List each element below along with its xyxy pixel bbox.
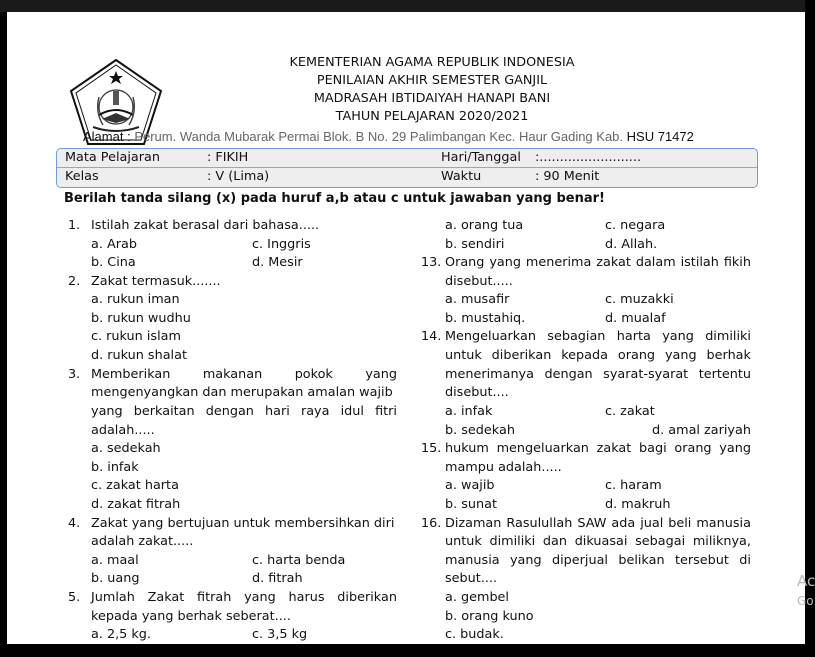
option: c. negara xyxy=(605,218,666,233)
word: yang xyxy=(489,255,521,270)
word: istilah xyxy=(680,255,719,270)
question-text xyxy=(445,254,751,272)
question-number: 14. xyxy=(421,329,442,344)
word: Orang xyxy=(445,255,485,270)
word: yang xyxy=(244,590,276,605)
word: zakat xyxy=(596,441,632,456)
option: b. sedekah xyxy=(445,423,515,438)
word: yang xyxy=(719,441,751,456)
option: b. sendiri xyxy=(445,237,505,252)
word: ada xyxy=(611,516,636,531)
question-text: adalah zakat..... xyxy=(91,534,194,549)
option: a. wajib xyxy=(445,478,495,493)
word: miliknya, xyxy=(692,534,751,549)
word: dengan xyxy=(205,404,254,419)
word: pokok xyxy=(294,367,333,382)
letterhead xyxy=(207,54,657,126)
option: c. zakat harta xyxy=(91,478,179,493)
exam-info-box xyxy=(56,148,758,188)
question-text xyxy=(445,366,751,384)
word: dimiliki xyxy=(705,329,751,344)
question-number: 2. xyxy=(68,274,81,289)
question-text xyxy=(91,403,397,421)
option: c. Inggris xyxy=(252,237,311,252)
option: b. Cina xyxy=(91,255,136,270)
word: SAW xyxy=(577,516,607,531)
activation-watermark-line2: Go xyxy=(797,594,814,608)
date-value: :......................... xyxy=(535,150,642,165)
word: berkaitan xyxy=(133,404,195,419)
question-text: mengenyangkan dan merupakan amalan wajib xyxy=(91,385,393,400)
option: b. uang xyxy=(91,571,140,586)
word: harta xyxy=(616,329,651,344)
question-text: Zakat yang bertujuan untuk membersihkan diri xyxy=(91,516,395,531)
word: bagi xyxy=(639,441,667,456)
word: Memberikan xyxy=(91,367,171,382)
question-text xyxy=(445,515,751,533)
option: d. fitrah xyxy=(252,571,303,586)
question-number: 13. xyxy=(421,255,442,270)
word: untuk xyxy=(445,534,482,549)
option: a. sedekah xyxy=(91,441,161,456)
word: orang xyxy=(617,348,656,363)
word: fitrah xyxy=(197,590,232,605)
school-name: MADRASAH IBTIDAIYAH HANAPI BANI xyxy=(313,91,551,106)
word: yang xyxy=(664,348,697,363)
word: sebagian xyxy=(547,329,606,344)
class-value: : V (Lima) xyxy=(207,169,270,184)
option: a. maal xyxy=(91,553,139,568)
top-border xyxy=(0,0,815,12)
word: kepada xyxy=(561,348,608,363)
option: d. zakat fitrah xyxy=(91,497,181,512)
word: di xyxy=(739,553,751,568)
address-label: Alamat : xyxy=(83,129,131,144)
question-text xyxy=(91,366,397,384)
question-text xyxy=(445,533,751,551)
word: belikan xyxy=(618,553,665,568)
option: c. muzakki xyxy=(605,292,674,307)
option: a. orang tua xyxy=(445,218,524,233)
word: menerimanya xyxy=(445,367,534,382)
question-text xyxy=(445,552,751,570)
word: Dizaman xyxy=(445,516,502,531)
question-number: 16. xyxy=(421,516,442,531)
word: diberikan xyxy=(491,348,552,363)
subject-label: Mata Pelajaran xyxy=(65,150,160,165)
option: c. budak. xyxy=(445,627,504,642)
option: c. zakat xyxy=(605,404,655,419)
question-number: 15. xyxy=(421,441,442,456)
word: menerima xyxy=(525,255,592,270)
word: dalam xyxy=(635,255,676,270)
time-value: : 90 Menit xyxy=(535,169,600,184)
option: c. 3,5 kg xyxy=(252,627,308,642)
option: d. rukun shalat xyxy=(91,348,187,363)
word: tertentu xyxy=(698,367,751,382)
word: diberikan xyxy=(337,590,397,605)
word: mengeluarkan xyxy=(496,441,589,456)
word: Rasulullah xyxy=(506,516,573,531)
word: manusia xyxy=(696,516,751,531)
word: fitri xyxy=(375,404,397,419)
word: Mengeluarkan xyxy=(445,329,536,344)
question-text: mampu adalah..... xyxy=(445,460,562,475)
option: b. sunat xyxy=(445,497,498,512)
word: zakat xyxy=(596,255,631,270)
option: b. infak xyxy=(91,460,139,475)
word: orang xyxy=(674,441,712,456)
subject-value: : FIKIH xyxy=(207,150,249,165)
question-text xyxy=(445,347,751,365)
question-text xyxy=(91,589,397,607)
word: dengan xyxy=(544,367,593,382)
school-year: TAHUN PELAJARAN 2020/2021 xyxy=(335,109,529,124)
option: c. haram xyxy=(605,478,662,493)
date-label: Hari/Tanggal xyxy=(441,150,521,165)
exam-page xyxy=(7,12,805,644)
word: raya xyxy=(300,404,330,419)
option: b. orang kuno xyxy=(445,609,534,624)
option: b. mustahiq. xyxy=(445,311,526,326)
question-text xyxy=(445,440,751,458)
class-label: Kelas xyxy=(65,169,99,184)
option: a. Arab xyxy=(91,237,137,252)
word: yang xyxy=(365,367,397,382)
word: dimiliki xyxy=(489,534,536,549)
option: c. rukun islam xyxy=(91,329,181,344)
address-code: HSU 71472 xyxy=(626,129,694,144)
word: yang xyxy=(91,404,123,419)
question-text: sebut.... xyxy=(445,571,498,586)
word: harus xyxy=(288,590,325,605)
word: dikuasai xyxy=(574,534,628,549)
question-text: disebut.... xyxy=(445,385,509,400)
option: d. amal zariyah xyxy=(652,423,751,438)
word: fikih xyxy=(723,255,751,270)
option: a. infak xyxy=(445,404,493,419)
info-divider xyxy=(57,167,757,168)
word: syarat-syarat xyxy=(603,367,689,382)
question-text: Istilah zakat berasal dari bahasa..... xyxy=(91,218,320,233)
option: d. Mesir xyxy=(252,255,303,270)
option: d. Allah. xyxy=(605,237,658,252)
question-text: adalah..... xyxy=(91,423,155,438)
word: untuk xyxy=(445,348,482,363)
word: hari xyxy=(265,404,290,419)
ministry-title: KEMENTERIAN AGAMA REPUBLIK INDONESIA xyxy=(289,55,575,70)
question-number: 4. xyxy=(68,516,81,531)
school-address xyxy=(83,129,694,144)
option: d. makruh xyxy=(605,497,671,512)
instruction: Berilah tanda silang (x) pada huruf a,b atau c untuk jawaban yang benar! xyxy=(64,191,605,206)
question-text: kepada yang berhak seberat.... xyxy=(91,609,291,624)
question-number: 5. xyxy=(68,590,81,605)
question-number: 3. xyxy=(68,367,81,382)
word: jual xyxy=(640,516,664,531)
word: beli xyxy=(668,516,692,531)
option: c. harta benda xyxy=(252,553,346,568)
word: makanan xyxy=(202,367,263,382)
word: berhak xyxy=(706,348,751,363)
word: manusia xyxy=(445,553,500,568)
word: yang xyxy=(509,553,542,568)
address-value: Perum. Wanda Mubarak Permai Blok. B No. 29 Palimbangan Kec. Haur Gading Kab. xyxy=(134,129,624,144)
word: diperjual xyxy=(551,553,608,568)
word: Jumlah xyxy=(91,590,135,605)
word: dan xyxy=(542,534,567,549)
time-label: Waktu xyxy=(441,169,482,184)
activation-watermark-line1: Ac xyxy=(797,572,815,590)
option: a. gembel xyxy=(445,590,509,605)
question-text xyxy=(445,328,751,346)
word: Zakat xyxy=(147,590,185,605)
option: a. 2,5 kg. xyxy=(91,627,151,642)
right-border xyxy=(805,0,815,657)
word: sebagai xyxy=(635,534,686,549)
question-number: 1. xyxy=(68,218,81,233)
exam-title: PENILAIAN AKHIR SEMESTER GANJIL xyxy=(316,73,548,88)
word: hukum xyxy=(445,441,489,456)
question-text: Zakat termasuk....... xyxy=(91,274,221,289)
option: a. musafir xyxy=(445,292,510,307)
option: a. rukun iman xyxy=(91,292,180,307)
word: yang xyxy=(662,329,694,344)
word: idul xyxy=(340,404,364,419)
word: tersebut xyxy=(674,553,729,568)
option: b. rukun wudhu xyxy=(91,311,191,326)
question-text: disebut..... xyxy=(445,274,513,289)
option: d. mualaf xyxy=(605,311,666,326)
